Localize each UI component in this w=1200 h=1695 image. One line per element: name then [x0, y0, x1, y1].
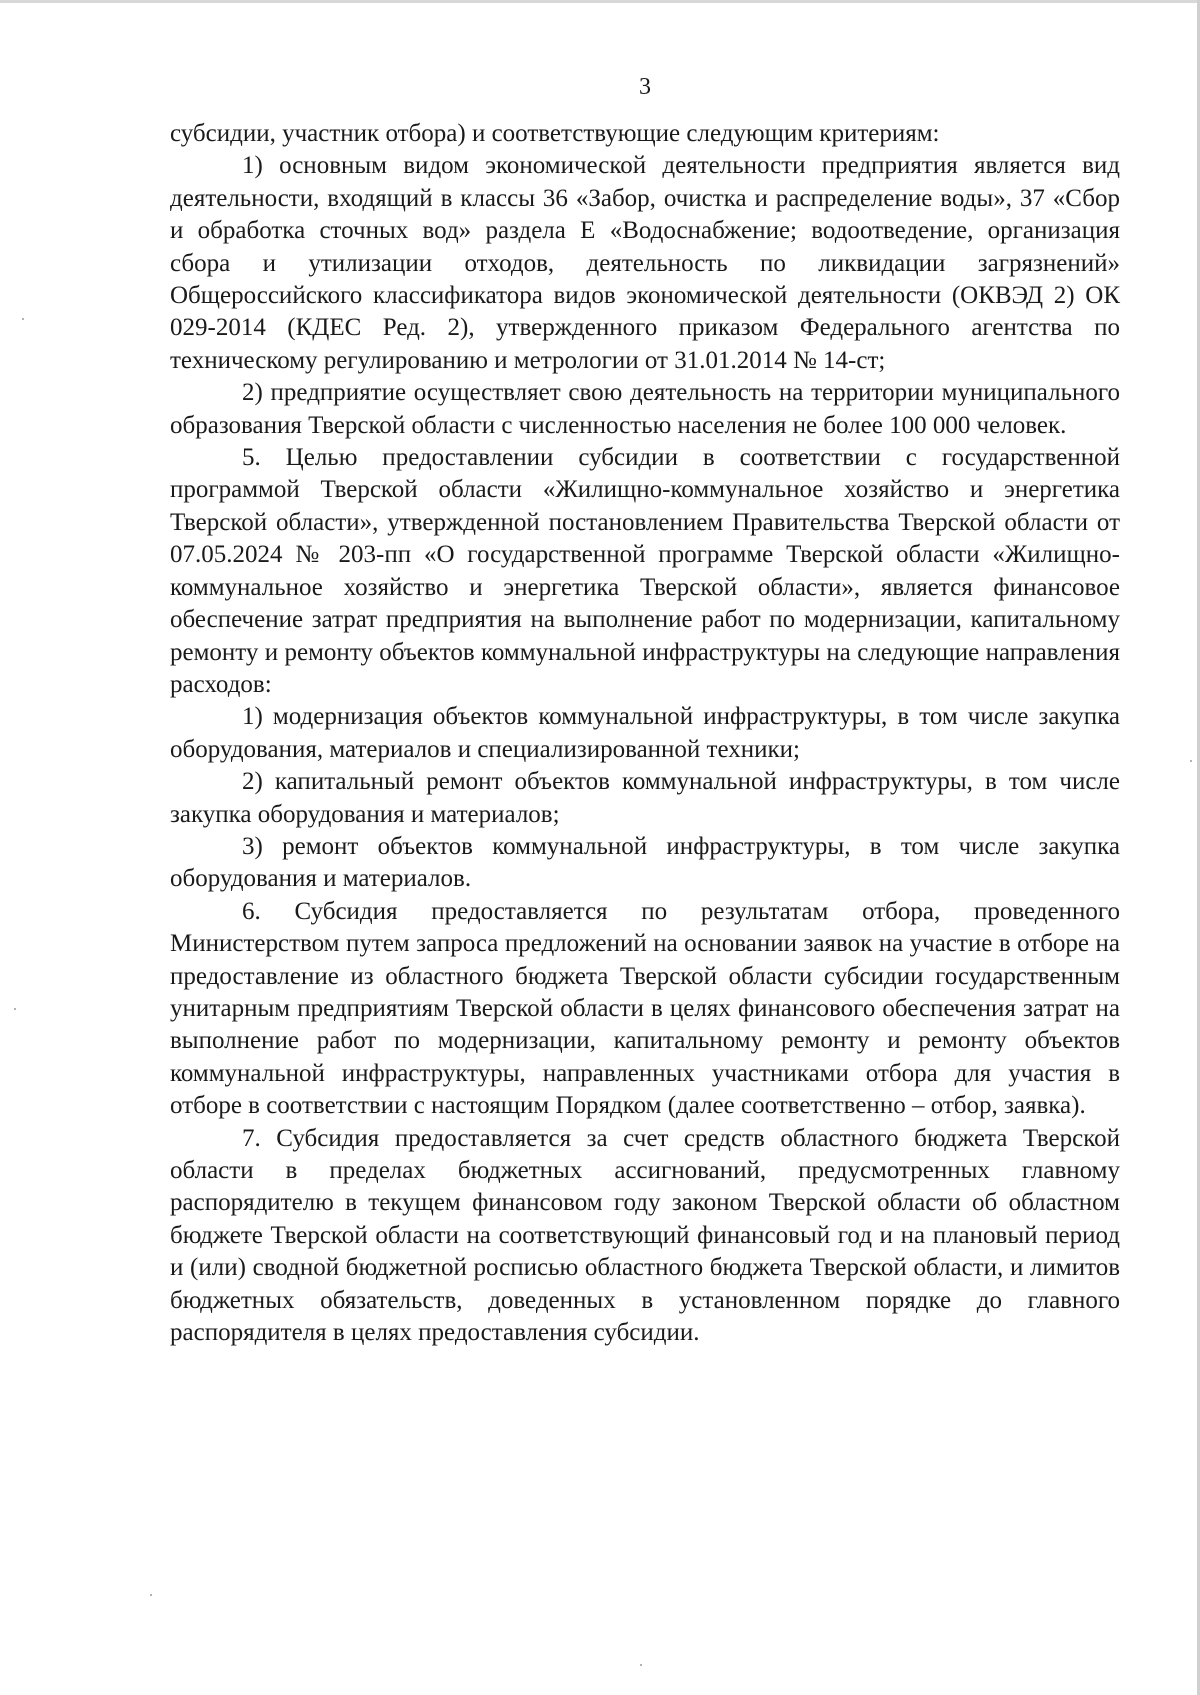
- page-number: 3: [639, 74, 651, 100]
- scan-speck: [150, 1594, 152, 1596]
- paragraph-direction-1: 1) модернизация объектов коммунальной инфраструктуры, в том числе закупка оборудования, материалов и специализированной техники;: [170, 703, 1120, 763]
- scan-speck: [1190, 760, 1192, 762]
- scan-speck: [22, 318, 24, 320]
- paragraph-direction-3: 3) ремонт объектов коммунальной инфраструктуры, в том числе закупка оборудования и материалов.: [170, 832, 1120, 893]
- paragraph-item-5: 5. Целью предоставлении субсидии в соответствии с государственной программой Тверской области «Жилищно-коммунальное хозяйство и энергетика Тверской области», утвержденной постановлением Правительства Тверской области от 07.05.2024 № 203-пп «О государственной программе Тверской области «Жилищно-коммунальное хозяйство и энергетика Тверской области», является финансовое обеспечение затрат предприятия на выполнение работ по модернизации, капитальному ремонту и ремонту объектов коммунальной инфраструктуры на следующие направления расходов:: [170, 444, 1120, 698]
- paragraph-item-7: 7. Субсидия предоставляется за счет средств областного бюджета Тверской области в пределах бюджетных ассигнований, предусмотренных главному распорядителю в текущем финансовом году законом Тверской области об областном бюджете Тверской области на соответствующий финансовый год и на плановый период и (или) сводной бюджетной росписью областного бюджета Тверской области, и лимитов бюджетных обязательств, доведенных в установленном порядке до главного распорядителя в целях предоставления субсидии.: [170, 1124, 1120, 1347]
- paragraph-criterion-2: 2) предприятие осуществляет свою деятельность на территории муниципального образования Тверской области с численностью населения не более 100 000 человек.: [170, 379, 1120, 439]
- document-body: [170, 118, 1120, 1349]
- scan-edge-top: [0, 0, 1200, 3]
- scan-speck: [640, 1664, 642, 1666]
- paragraph-continuation: субсидии, участник отбора) и соответствующие следующим критериям:: [170, 120, 940, 147]
- paragraph-item-6: 6. Субсидия предоставляется по результатам отбора, проведенного Министерством путем запроса предложений на основании заявок на участие в отборе на предоставление из областного бюджета Тверской области субсидии государственным унитарным предприятиям Тверской области в целях финансового обеспечения затрат на выполнение работ по модернизации, капитальному ремонту и ремонту объектов коммунальной инфраструктуры, направленных участниками отбора для участия в отборе в соответствии с настоящим Порядком (далее соответственно – отбор, заявка).: [170, 897, 1120, 1120]
- scan-speck: [14, 1008, 16, 1010]
- paragraph-direction-2: 2) капитальный ремонт объектов коммунальной инфраструктуры, в том числе закупка оборудования и материалов;: [170, 768, 1120, 828]
- paragraph-criterion-1: 1) основным видом экономической деятельности предприятия является вид деятельности, входящий в классы 36 «Забор, очистка и распределение воды», 37 «Сбор и обработка сточных вод» раздела Е «Водоснабжение; водоотведение, организация сбора и утилизации отходов, деятельность по ликвидации загрязнений» Общероссийского классификатора видов экономической деятельности (ОКВЭД 2) ОК 029-2014 (КДЕС Ред. 2), утвержденного приказом Федерального агентства по техническому регулированию и метрологии от 31.01.2014 № 14-ст;: [170, 152, 1120, 374]
